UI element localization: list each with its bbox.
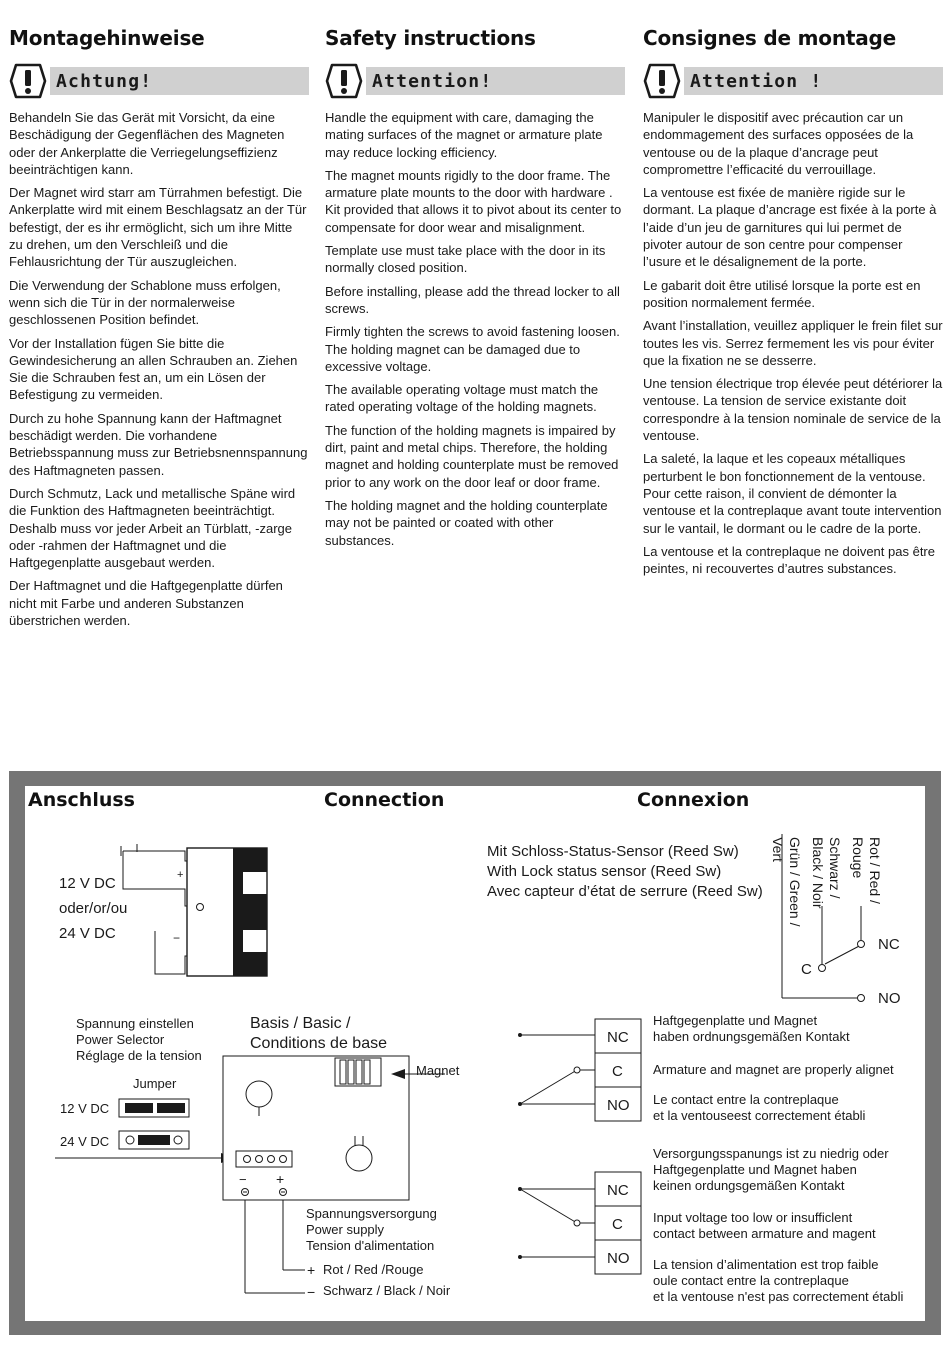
reed-label-fr: Avec capteur d’état de serrure (Reed Sw) bbox=[487, 883, 763, 900]
jumper-24v-label: 24 V DC bbox=[60, 1134, 110, 1149]
supply-label-de: Spannungsversorgung bbox=[306, 1206, 437, 1221]
voltage-setting-de: Spannung einstellen bbox=[76, 1016, 194, 1031]
reed-label-en: With Lock status sensor (Reed Sw) bbox=[487, 863, 722, 880]
warning-banner bbox=[9, 64, 309, 98]
plus-sign: + bbox=[177, 869, 184, 881]
voltage-setting-fr: Réglage de la tension bbox=[76, 1048, 202, 1063]
connection-panel bbox=[9, 771, 941, 1335]
fail-terminal-c: C bbox=[612, 1216, 623, 1233]
jumper-12v bbox=[119, 1099, 189, 1117]
instruction-paragraph: The magnet mounts rigidly to the door frame. The armature plate mounts to the door with hardware . Kit provided that allows it to pivot about its center to compensate for door wear and misalignment. bbox=[325, 167, 622, 235]
instruction-paragraph: Avant l’installation, veuillez appliquer le frein filet sur toutes les vis. Serrez fermement les vis pour éviter que la fixation ne se desserre. bbox=[643, 318, 943, 368]
column-english bbox=[325, 26, 625, 555]
instruction-paragraph: Vor der Installation fügen Sie bitte die Gewindesicherung an allen Schrauben an. Ziehen Sie die Schrauben fest an, um ein Lösen der Befestigung zu vermeiden. bbox=[9, 335, 298, 403]
fail-text-fr-2: oule contact entre la contreplaque bbox=[653, 1273, 849, 1288]
reed-no-label: NO bbox=[878, 990, 901, 1007]
ok-text-de-2: haben ordnungsgemäßen Kontakt bbox=[653, 1029, 850, 1044]
wire-label-red: Rot / Red / bbox=[867, 837, 883, 904]
basis-label: Basis / Basic / bbox=[250, 1015, 351, 1032]
warning-label: Attention ! bbox=[684, 67, 943, 95]
instruction-paragraph: Die Verwendung der Schablone muss erfolgen, wenn sich die Tür in der normalerweise geschlossenen Position befindet. bbox=[9, 277, 281, 328]
ok-terminal-nc: NC bbox=[607, 1029, 629, 1046]
instruction-paragraph: Der Magnet wird starr am Türrahmen befestigt. Die Ankerplatte wird mit einem Beschlagsatz an der Tür befestigt, der es ihr ermöglicht, sich um ihre Mitte zu drehen, um den Verschleiß und die Fehlausrichtung der Tür auszugleichen. bbox=[9, 185, 307, 270]
board-plus: + bbox=[276, 1171, 285, 1187]
reed-label-de: Mit Schloss-Status-Sensor (Reed Sw) bbox=[487, 843, 739, 860]
fail-text-fr-1: La tension d’alimentation est trop faible bbox=[653, 1257, 879, 1272]
fail-text-en-2: contact between armature and magent bbox=[653, 1226, 876, 1241]
plus-wire-label: Rot / Red /Rouge bbox=[323, 1262, 424, 1277]
heading-connection: Connection bbox=[324, 789, 445, 811]
supply-label-en: Power supply bbox=[306, 1222, 385, 1237]
wire-label-green-fr: Vert bbox=[770, 837, 786, 862]
ok-text-de-1: Haftgegenplatte und Magnet bbox=[653, 1013, 818, 1028]
arrow-to-board bbox=[55, 1153, 235, 1163]
board-minus: − bbox=[239, 1172, 247, 1187]
heading-anschluss: Anschluss bbox=[28, 789, 135, 811]
ok-text-fr-2: et la ventouseest correctement établi bbox=[653, 1108, 866, 1123]
wire-color-labels bbox=[770, 837, 883, 927]
wiring-diagram bbox=[25, 786, 925, 1321]
fail-text-de-3: keinen ordungsgemäßen Kontakt bbox=[653, 1178, 845, 1193]
ok-text-fr-1: Le contact entre la contreplaque bbox=[653, 1092, 839, 1107]
jumper-12v-label: 12 V DC bbox=[60, 1101, 110, 1116]
column-heading: Safety instructions bbox=[325, 26, 536, 50]
supply-wires bbox=[245, 1200, 305, 1293]
minus-wire-sign: − bbox=[307, 1284, 316, 1300]
instruction-paragraph: Une tension électrique trop élevée peut détériorer la ventouse. La tension de service existante doit correspondre à la tension nominale de service de la ventouse. bbox=[643, 376, 943, 444]
ok-text-en: Armature and magnet are properly alignet bbox=[653, 1062, 894, 1077]
jumper-label: Jumper bbox=[133, 1076, 177, 1091]
fail-terminal-nc: NC bbox=[607, 1182, 629, 1199]
reed-c-label: C bbox=[801, 961, 812, 978]
warning-label: Achtung! bbox=[50, 67, 309, 95]
instruction-paragraph: Manipuler le dispositif avec précaution car un endommagement des surfaces opposées de la ventouse ou de la plaque d’ancrage peut compromettre l’efficacité du verrouillage. bbox=[643, 110, 914, 177]
ok-terminal-c: C bbox=[612, 1063, 623, 1080]
column-heading: Consignes de montage bbox=[643, 26, 897, 50]
instruction-paragraph: Durch Schmutz, Lack und metallische Späne wird die Funktion des Haftmagneten beeinträchtigt. Deshalb muss vor jeder Arbeit an Türblatt, -zarge oder -rahmen der Haftmagnet und die Haftgegenplatte ausgebaut werden. bbox=[9, 485, 296, 571]
instruction-paragraph: Firmly tighten the screws to avoid fastening loosen. The holding magnet can be damaged due to excessive voltage. bbox=[325, 324, 620, 374]
instruction-paragraph: The available operating voltage must match the rated operating voltage of the holding magnets. bbox=[325, 382, 599, 415]
warning-banner bbox=[643, 64, 943, 98]
supply-label-fr: Tension d'alimentation bbox=[306, 1238, 435, 1253]
instruction-paragraph: Template use must take place with the door in its normally closed position. bbox=[325, 243, 606, 276]
instruction-paragraph: The holding magnet and the holding counterplate may not be painted or coated with other substances. bbox=[325, 497, 608, 548]
instruction-paragraph: The function of the holding magnets is impaired by dirt, paint and metal chips. Therefore, the holding magnet and holding counterplate must be removed prior to any work on the door leaf or door frame. bbox=[325, 422, 619, 490]
instruction-paragraph: La saleté, la laque et les copeaux métalliques perturbent le bon fonctionnement de la ventouse. Pour cette raison, il convient de démonter la ventouse et la contreplaque avant toute intervention sur le vantail, le dormant ou le cadre de la porte. bbox=[643, 451, 942, 536]
warning-banner bbox=[325, 64, 625, 98]
connection-panel-content bbox=[25, 786, 925, 1321]
instruction-paragraph: Before installing, please add the thread locker to all screws. bbox=[325, 283, 620, 316]
plus-wire-sign: + bbox=[307, 1262, 316, 1278]
column-french bbox=[643, 26, 943, 583]
instruction-paragraph: Durch zu hohe Spannung kann der Haftmagnet beschädigt werden. Die vorhandene Betriebsspannung muss zur Betriebsnennspannung des Haftmagneten passen. bbox=[9, 410, 308, 478]
warning-exclamation-icon bbox=[325, 62, 363, 100]
jumper-24v bbox=[119, 1131, 189, 1149]
minus-wire-label: Schwarz / Black / Noir bbox=[323, 1283, 451, 1298]
voltage-or: oder/or/ou bbox=[59, 900, 128, 917]
instruction-paragraph: Le gabarit doit être utilisé lorsque la porte est en position normalement fermée. bbox=[643, 277, 921, 310]
basis-label-fr: Conditions de base bbox=[250, 1035, 387, 1052]
control-board bbox=[223, 1056, 409, 1200]
heading-connexion: Connexion bbox=[637, 789, 750, 811]
voltage-24v: 24 V DC bbox=[59, 925, 116, 942]
column-german bbox=[9, 26, 309, 635]
fail-text-fr-3: et la ventouse n'est pas correctement établi bbox=[653, 1289, 904, 1304]
instruction-paragraph: Der Haftmagnet und die Haftgegenplatte dürfen nicht mit Farbe und anderen Substanzen überstrichen werden. bbox=[9, 578, 283, 629]
fail-text-de-2: Haftgegenplatte und Magnet haben bbox=[653, 1162, 857, 1177]
warning-exclamation-icon bbox=[643, 62, 681, 100]
instruction-paragraph: La ventouse et la contreplaque ne doivent pas être peintes, ni recouvertes d’autres substances. bbox=[643, 543, 935, 577]
instruction-paragraph: Behandeln Sie das Gerät mit Vorsicht, da eine Beschädigung der Gegenflächen des Magneten oder der Ankerplatte die Verriegelungseffizienz beeinträchtigen kann. bbox=[9, 110, 285, 177]
warning-exclamation-icon bbox=[9, 62, 47, 100]
warning-label: Attention! bbox=[366, 67, 625, 95]
fail-terminal-no: NO bbox=[607, 1250, 630, 1267]
minus-sign: − bbox=[173, 931, 181, 945]
magnet-label: Magnet bbox=[416, 1063, 460, 1078]
reed-nc-label: NC bbox=[878, 936, 900, 953]
fail-text-en-1: Input voltage too low or insufficlent bbox=[653, 1210, 853, 1225]
voltage-setting-en: Power Selector bbox=[76, 1032, 165, 1047]
ok-terminal-no: NO bbox=[607, 1097, 630, 1114]
magnet-core-icon bbox=[233, 848, 267, 976]
wire-label-black: Schwarz / bbox=[827, 837, 843, 899]
voltage-12v: 12 V DC bbox=[59, 875, 116, 892]
instruction-paragraph: La ventouse est fixée de manière rigide sur le dormant. La plaque d’ancrage est fixée à la porte à l’aide d’un jeu de garnitures qui lui permet de pivoter autour de son centre pour compenser l’usure et le désalignement de la porte. bbox=[643, 185, 937, 270]
wire-label-red-fr: Rouge bbox=[850, 837, 866, 879]
column-heading: Montagehinweise bbox=[9, 26, 205, 50]
instruction-paragraph: Handle the equipment with care, damaging the mating surfaces of the magnet or armature plate may reduce locking efficiency. bbox=[325, 110, 603, 160]
wire-label-black-en: Black / Noir bbox=[810, 837, 826, 909]
wire-label-green: Grün / Green / bbox=[787, 837, 803, 927]
fail-text-de-1: Versorgungsspanungs ist zu niedrig oder bbox=[653, 1146, 889, 1161]
